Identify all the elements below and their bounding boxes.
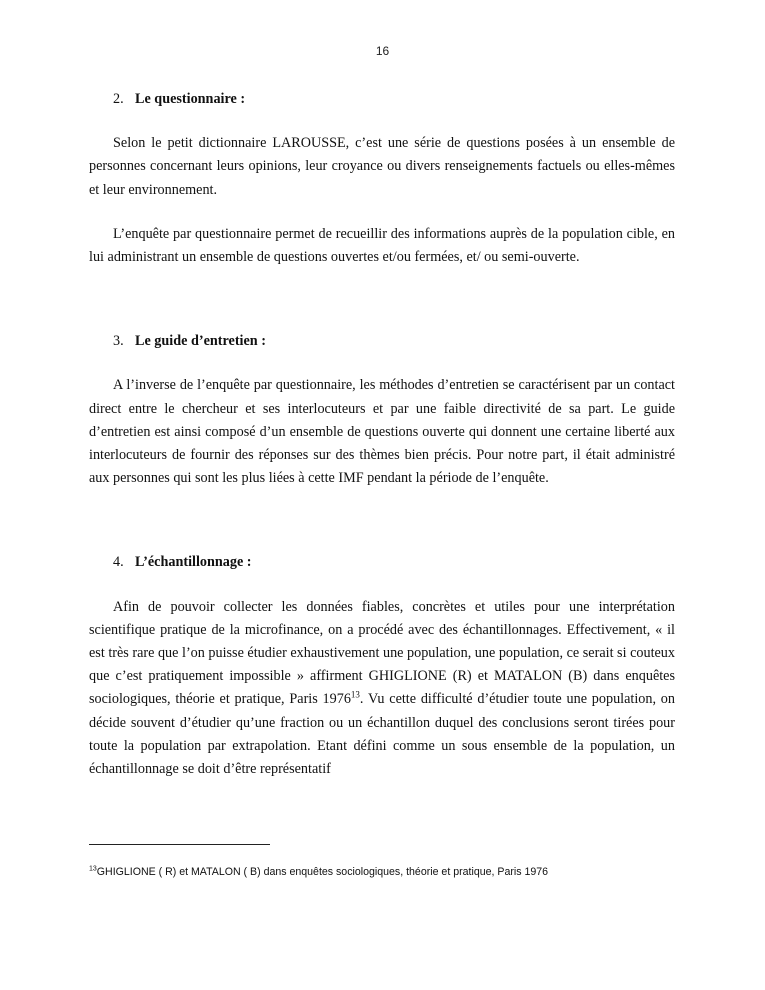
section-title: L’échantillonnage : bbox=[135, 554, 252, 571]
paragraph-questionnaire-purpose: L’enquête par questionnaire permet de recueillir des informations auprès de la population cible, en lui administrant un ensemble de questions ouvertes et/ou fermées, et/ ou semi-ouverte. bbox=[89, 225, 675, 266]
section-title: Le questionnaire : bbox=[135, 91, 246, 107]
page-body bbox=[89, 88, 675, 781]
footnote-text: GHIGLIONE ( R) et MATALON ( B) dans enquêtes sociologiques, théorie et pratique, Paris 1976 bbox=[96, 866, 549, 878]
page-number: 16 bbox=[375, 44, 390, 58]
section-heading-echantillonnage bbox=[89, 551, 675, 574]
footnote-marker: 13 bbox=[89, 865, 97, 873]
paragraph-larousse-definition: Selon le petit dictionnaire LAROUSSE, c’est une série de questions posées à un ensemble de personnes concernant leurs opinions, leur croyance ou divers renseignements factuels ou elles-mêmes et leur environnement. bbox=[89, 135, 675, 198]
paragraph-text-after-note: . Vu cette difficulté d’étudier toute une population, on décide souvent d’étudier qu’une fraction ou un échantillon duquel des conclusions seront tirées pour toute la population par extrapolation. Etant défini comme un sous ensemble de la population, un échantillonnage se doit d’être représentatif bbox=[89, 691, 675, 778]
section-heading-questionnaire bbox=[89, 88, 675, 111]
section-number: 3. bbox=[113, 333, 124, 350]
section-heading-guide-entretien bbox=[89, 330, 675, 353]
footnote-reference[interactable]: 13 bbox=[350, 689, 360, 700]
paragraph-echantillonnage bbox=[89, 596, 675, 782]
footnote-separator bbox=[89, 844, 270, 845]
footnote bbox=[89, 866, 679, 878]
section-title: Le guide d’entretien : bbox=[135, 333, 266, 350]
paragraph-entretien-methods: A l’inverse de l’enquête par questionnaire, les méthodes d’entretien se caractérisent par un contact direct entre le chercheur et ses interlocuteurs et par une faible directivité de sa part. Le guide d’entretien est ainsi composé d’un ensemble de questions ouverte qui donnent une certaine liberté aux interlocuteurs de fournir des réponses sur des thèmes bien précis. Pour notre part, il était administré aux personnes qui sont les plus liées à cette IMF pendant la période de l’enquête. bbox=[89, 377, 675, 487]
section-number: 4. bbox=[113, 554, 124, 571]
paragraph-text-before-note: Afin de pouvoir collecter les données fiables, concrètes et utiles pour une interprétation scientifique pratique de la microfinance, on a procédé avec des échantillonnages. Effectivement, « il est très rare que l’on puisse étudier exhaustivement une population, une population, ce serait si couteux que c’est pratiquement impossible » affirment GHIGLIONE (R) et MATALON (B) dans enquêtes sociologiques, théorie et pratique, Paris 1976 bbox=[89, 598, 675, 708]
section-number: 2. bbox=[113, 91, 124, 107]
